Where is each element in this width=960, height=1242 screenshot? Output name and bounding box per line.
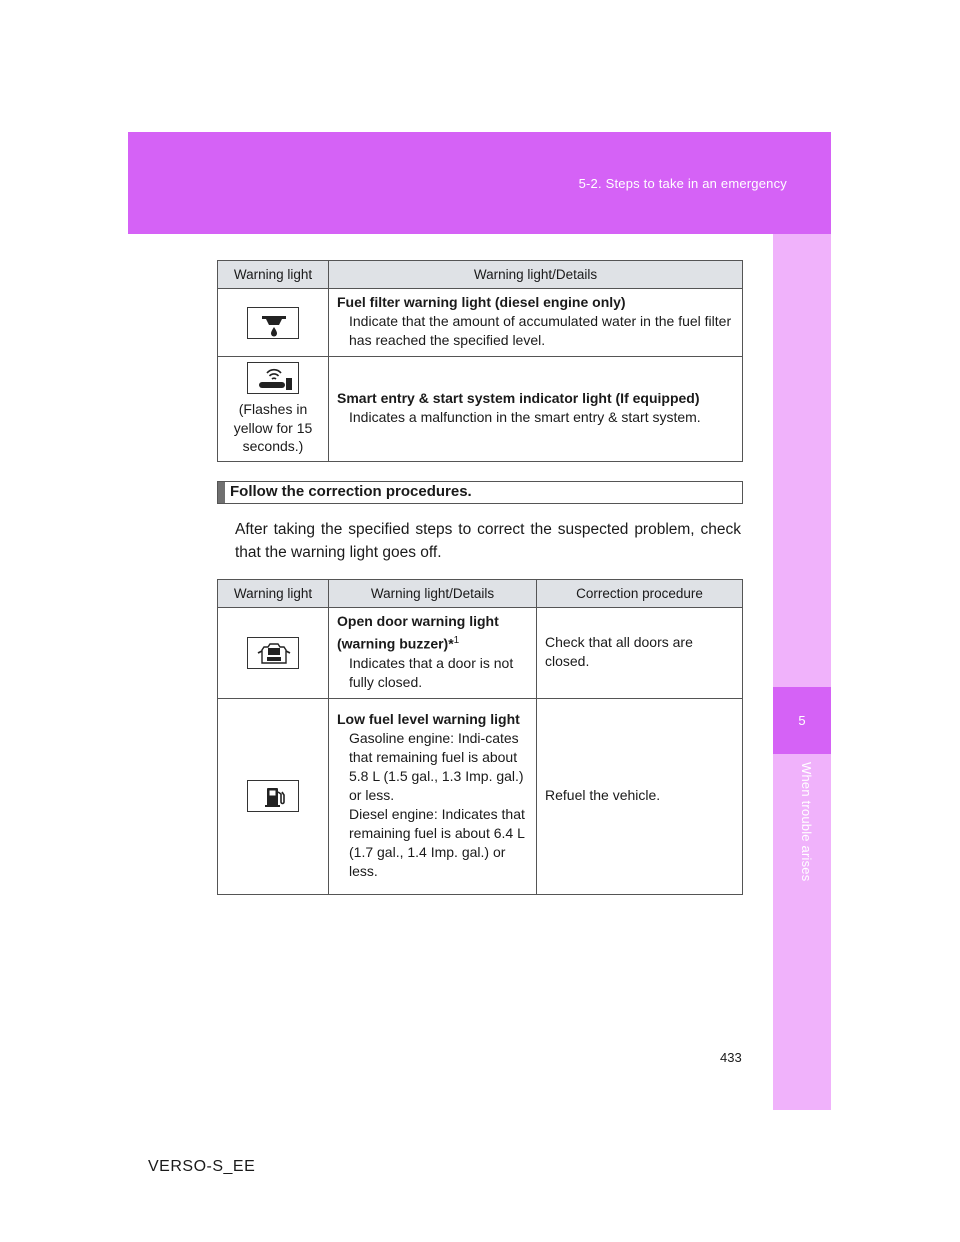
column-header: Warning light: [218, 261, 329, 289]
column-header: Warning light/Details: [329, 580, 537, 608]
warning-detail: Indicates that a door is not fully closed.: [349, 654, 514, 690]
chapter-side-tab: [773, 234, 831, 1110]
detail-cell: [329, 608, 537, 699]
procedure-cell: Check that all doors are closed.: [537, 608, 743, 699]
warning-title: Smart entry & start system indicator light (If equipped): [337, 390, 700, 406]
warning-detail: Indicates a malfunction in the smart entry & start system.: [349, 409, 701, 425]
table-row: [218, 608, 743, 699]
icon-note: (Flashes in yellow for 15 seconds.): [233, 401, 313, 455]
warning-light-table-1: [217, 260, 743, 462]
icon-cell: [218, 289, 329, 357]
table-header-row: [218, 580, 743, 608]
column-header: Warning light/Details: [329, 261, 743, 289]
icon-cell: [218, 357, 329, 462]
chapter-title: When trouble arises: [799, 762, 814, 882]
icon-cell: [218, 608, 329, 699]
fuel-filter-water-icon: [247, 307, 299, 339]
warning-light-table-2: [217, 579, 743, 895]
detail-cell: [329, 289, 743, 357]
detail-cell: [329, 357, 743, 462]
section-paragraph: After taking the specified steps to correct the suspected problem, check that the warning light goes off.: [235, 521, 741, 561]
table-row: [218, 698, 743, 894]
warning-detail-gasoline: Gasoline engine: Indi-cates that remaining fuel is about 5.8 L (1.5 gal., 1.3 Imp. gal.) or less.: [349, 729, 524, 803]
header-band: [128, 132, 831, 234]
procedure-cell: Refuel the vehicle.: [537, 698, 743, 894]
document-code: VERSO-S_EE: [148, 1158, 256, 1175]
warning-detail-diesel: Diesel engine: Indicates that remaining fuel is about 6.4 L (1.7 gal., 1.4 Imp. gal.) or less.: [349, 805, 525, 879]
smart-key-icon: [247, 362, 299, 394]
warning-title: Fuel filter warning light (diesel engine only): [337, 294, 626, 310]
table-row: [218, 357, 743, 462]
open-door-icon: [247, 637, 299, 669]
warning-title: Open door warning light (warning buzzer)*: [337, 613, 499, 652]
warning-title: Low fuel level warning light: [337, 710, 520, 727]
fuel-pump-icon: [247, 780, 299, 812]
table-row: [218, 289, 743, 357]
column-header: Correction procedure: [537, 580, 743, 608]
heading-marker: [218, 482, 225, 503]
footnote-mark: 1: [453, 635, 460, 646]
section-heading-bar: [217, 481, 743, 504]
warning-detail: Indicate that the amount of accumulated water in the fuel filter has reached the specified level.: [349, 313, 732, 348]
detail-cell: [329, 698, 537, 894]
table-header-row: [218, 261, 743, 289]
column-header: Warning light: [218, 580, 329, 608]
page-number: 433: [720, 1050, 742, 1065]
section-title: 5-2. Steps to take in an emergency: [578, 176, 787, 191]
section-heading: Follow the correction procedures.: [230, 483, 472, 500]
chapter-number: 5: [773, 687, 831, 754]
icon-cell: [218, 698, 329, 894]
